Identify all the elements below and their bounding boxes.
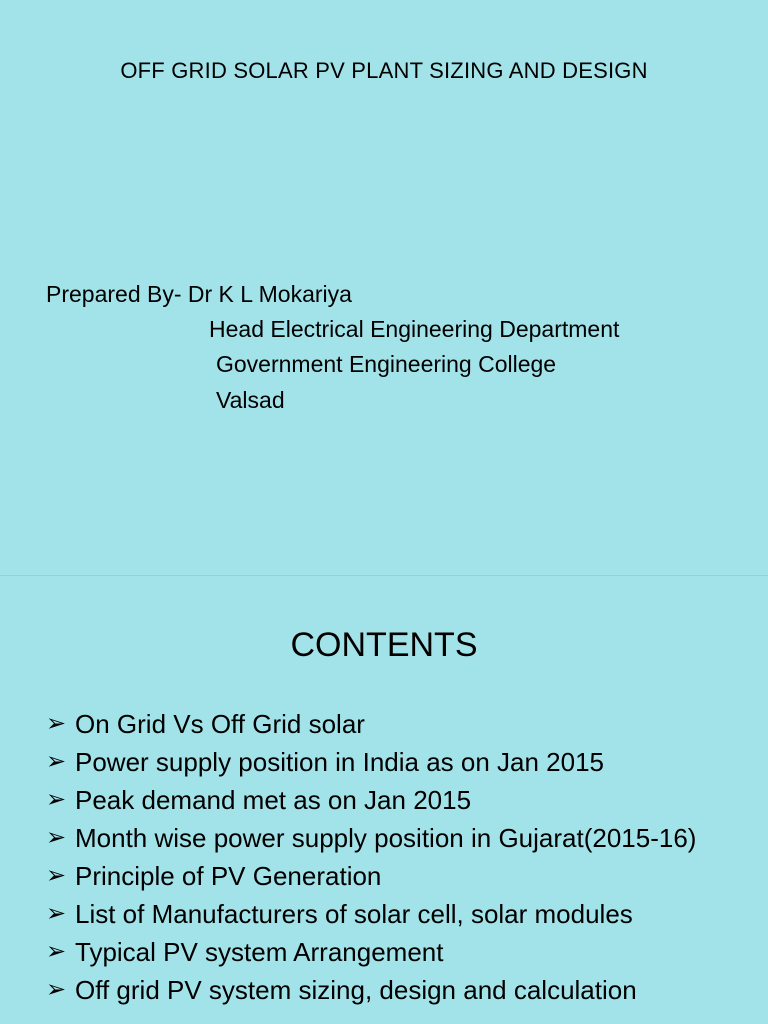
contents-item-label: List of Manufacturers of solar cell, solar modules — [75, 899, 633, 929]
contents-item-label: On Grid Vs Off Grid solar — [75, 709, 365, 739]
arrow-bullet-icon: ➢ — [46, 824, 67, 851]
contents-item-label: Principle of PV Generation — [75, 861, 382, 891]
contents-item — [46, 860, 746, 892]
contents-item-label: Typical PV system Arrangement — [75, 937, 444, 967]
contents-item — [46, 822, 746, 854]
contents-item-label: Peak demand met as on Jan 2015 — [75, 785, 472, 815]
arrow-bullet-icon: ➢ — [46, 900, 67, 927]
contents-item — [46, 708, 746, 740]
arrow-bullet-icon: ➢ — [46, 786, 67, 813]
presentation-title: OFF GRID SOLAR PV PLANT SIZING AND DESIGN — [120, 58, 648, 83]
slide-contents — [0, 576, 768, 1024]
contents-item-label: Off grid PV system sizing, design and calculation — [75, 975, 637, 1005]
author-city: Valsad — [216, 387, 285, 413]
prepared-by-line: Prepared By- Dr K L Mokariya — [46, 281, 352, 307]
author-college: Government Engineering College — [216, 351, 557, 377]
contents-list — [46, 708, 746, 1012]
contents-item-label: Power supply position in India as on Jan 2015 — [75, 747, 605, 777]
arrow-bullet-icon: ➢ — [46, 976, 67, 1003]
contents-item — [46, 784, 746, 816]
contents-item — [46, 746, 746, 778]
contents-item — [46, 974, 746, 1006]
arrow-bullet-icon: ➢ — [46, 938, 67, 965]
contents-item-label: Month wise power supply position in Gujarat(2015-16) — [75, 823, 697, 853]
contents-title: CONTENTS — [290, 626, 478, 664]
arrow-bullet-icon: ➢ — [46, 710, 67, 737]
arrow-bullet-icon: ➢ — [46, 862, 67, 889]
contents-item — [46, 898, 746, 930]
author-department: Head Electrical Engineering Department — [209, 316, 620, 342]
contents-item — [46, 936, 746, 968]
arrow-bullet-icon: ➢ — [46, 748, 67, 775]
